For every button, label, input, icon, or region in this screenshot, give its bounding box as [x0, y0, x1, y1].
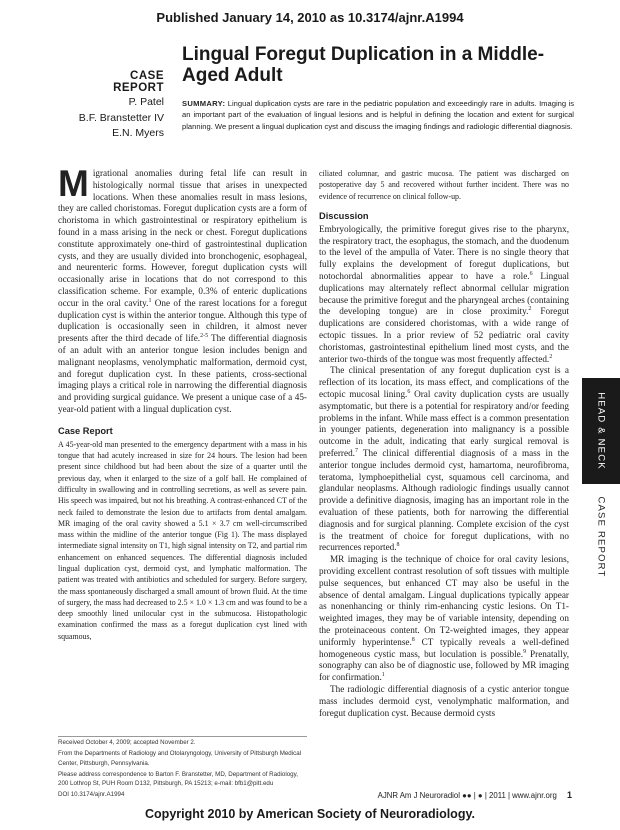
footer-separator: | — [507, 791, 510, 800]
journal-website[interactable]: www.ajnr.org — [512, 791, 557, 800]
discussion-text: Oral cavity duplication cysts are usually asymptomatic, but there is a potential for respiratory and/or feeding problems in the infant. While mass effect is a common presentation in younger patients, degeneration into malignancy is a possible outcome in the adult, indicating that early surgical removal is preferred. — [319, 389, 569, 459]
drop-cap: M — [58, 163, 89, 204]
article-title: Lingual Foregut Duplication in a Middle-Aged Adult — [182, 44, 545, 86]
section-label: CASE REPORT — [113, 70, 164, 94]
discussion-text: Prenatally, sonography can also be of diagnostic use, followed by MR imaging for confirmation. — [319, 648, 569, 683]
discussion-heading: Discussion — [319, 210, 369, 221]
discussion-text: Foregut duplications are considered choristomas, with a wide range of ectopic tissues. In a prior review of 52 pediatric oral cavity choristomas, gastrointestinal epithelium lined most cysts, and the anterior two-thirds of the tongue was most frequently affected. — [319, 306, 569, 364]
author: B.F. Branstetter IV — [78, 111, 164, 124]
summary-label: SUMMARY: — [182, 99, 226, 108]
left-column — [58, 163, 307, 642]
discussion-text: MR imaging is the technique of choice for oral cavity lesions, providing excellent contrast resolution of soft tissues with multiple pulse sequences, but enhanced CT may also be useful in the absence of dental amalgam. Lingual duplications typically appear as nonenhancing or thinly rim-enhancing cystic lesions. On T1-weighted images, they may be of variable intensity, depending on the proteinaceous content. On T2-weighted images, they appear uniformly hyperintense. — [319, 554, 569, 647]
case-report-heading: Case Report — [58, 425, 113, 436]
journal-year: 2011 — [489, 791, 506, 800]
discussion-text: CT typically reveals a well-defined homogeneous cystic mass, but loculation is possible. — [319, 636, 569, 659]
discussion-text: The clinical presentation of any foregut duplication cyst is a reflection of its location, its mass effect, and complications of the ectopic mucosal lining. — [319, 365, 569, 400]
discussion-paragraph — [319, 224, 569, 366]
correspondence-note: Please address correspondence to Barton F. Branstetter, MD, Department of Radiology, 200 Lothrop St, PUH Room D132, Pittsburgh, PA 15213; e-mail: bfb1@pitt.edu — [58, 770, 298, 788]
citation: 1 — [148, 297, 152, 304]
affiliation-note: From the Departments of Radiology and Otolaryngology, University of Pittsburgh Medical Center, Pittsburgh, Pennsylvania. — [58, 750, 302, 767]
case-report-text: A 45-year-old man presented to the emergency department with a mass in his tongue that had acutely increased in size for 24 hours. The lesion had been present since childhood but had been about the size of a quarter until the previous day, when it enlarged to the size of a golf ball. He complained of difficulty in swallowing and in controlling secretions, as well as severe pain. His speech was impaired, but not his breathing. A contrast-enhanced CT of the neck failed to demonstrate the lesion due to artifacts from dental amalgam. MR imaging of the oral cavity showed a 5.1 × 3.7 cm well-circumscribed mass within the midline of the anterior tongue (Fig 1). The mass displayed intermediate signal intensity on T1, high signal intensity on T2, and partial rim enhancement on enhanced sequences. The differential diagnosis included lingual duplication cyst, dermoid cyst, and lymphatic malformation. The patient was treated with antibiotics and scheduled for surgery. Before surgery, the mass spontaneously discharged a small amount of brown fluid. At the time of surgery, the mass had decreased to 2.5 × 1.0 × 1.3 cm and was found to be a deep smoothly lined unilocular cyst in the submucosa. Histopathologic examination confirmed the mass as a foregut duplication cyst lined with squamous, — [58, 439, 307, 641]
copyright-banner: Copyright 2010 by American Society of Neuroradiology. — [145, 807, 475, 821]
intro-text-3: The differential diagnosis of an adult with an anterior tongue lesion includes benign and malignant neoplasms, venolymphatic malformation, dermoid cyst, and foregut duplication cyst. In these patients, cross-sectional imaging plays a critical role in narrowing the differential diagnosis and providing surgical guidance. We present a unique case of a 45-year-old patient with a lingual duplication cyst. — [58, 333, 307, 414]
received-note: Received October 4, 2009; accepted November 2. — [58, 739, 196, 746]
discussion-text: Embryologically, the primitive foregut gives rise to the pharynx, the respiratory tract, the esophagus, the stomach, and the duodenum to the level of the ampulla of Vater. There is no single theory that fully explains the development of foregut duplications, but notochordal abnormalities appear to have a role. — [319, 223, 569, 282]
citation: 6 — [407, 388, 411, 395]
citation: 1 — [381, 672, 385, 679]
section-tab — [582, 378, 620, 484]
summary — [182, 98, 574, 132]
citation: 9 — [523, 648, 527, 655]
publication-banner: Published January 14, 2010 as 10.3174/ajnr.A1994 — [156, 10, 464, 25]
discussion-text: The clinical differential diagnosis of a mass in the anterior tongue includes dermoid cyst, hamartoma, neurofibroma, teratoma, lymphoepithelial cyst, squamous cell carcinoma, and glandular neoplasms. Although radiologic findings usually cannot provide a definitive diagnosis, imaging has an important role in the evaluation of these patients, both for narrowing the differential diagnosis and for surgical planning. Complete excision of the cyst is the treatment of choice for foregut duplications, with no recurrences reported. — [319, 448, 569, 553]
citation: 6 — [529, 271, 533, 278]
doi-note: DOI 10.3174/ajnr.A1994 — [58, 791, 125, 799]
intro-text-2: One of the rarest locations for a foregut duplication cyst is within the anterior tongue. Although this type of duplication is occasionally seen in children, it almost never presents after the third decade of life. — [58, 297, 307, 344]
discussion-paragraph: The radiologic differential diagnosis of a cystic anterior tongue mass includes dermoid cyst, venolymphatic malformation, and foregut duplication cyst. Because dermoid cysts — [319, 683, 569, 718]
volume-dots: ●● — [462, 791, 472, 800]
subsection-tab — [582, 492, 620, 582]
discussion-paragraph — [319, 365, 569, 554]
citation: 2 — [549, 353, 553, 360]
section-tab-label: HEAD & NECK — [595, 392, 607, 470]
intro-paragraph — [58, 163, 307, 416]
intro-text: igrational anomalies during fetal life can result in histologically normal tissue that arises in unexpected locations. When these anomalies result in mass lesions, they are called choristomas. Foregut duplication cysts are a form of choristoma in which gastrointestinal or respiratory epithelium is found in a mass arising in the neck or chest. Foregut duplications constitute approximately one-third of gastrointestinal duplication cysts, and they are usually divided into bronchogenic, esophageal, and neurenteric forms. However, foregut duplication cysts will occasionally arise in locations that do not correspond to this classification scheme. For example, 0.3% of enteric duplications occur in the oral cavity. — [58, 168, 307, 308]
author-list — [40, 95, 164, 142]
discussion-text: Lingual duplications may alternately reflect abnormal cellular migration because the primitive foregut and the pharyngeal arches (containing the developing tongue) are in close proximity. — [319, 271, 569, 317]
citation: 2-5 — [200, 333, 209, 340]
issue-dot: ● — [477, 791, 483, 800]
discussion-paragraph — [319, 554, 569, 684]
author: E.N. Myers — [112, 127, 164, 139]
subsection-tab-label: CASE REPORT — [595, 496, 607, 578]
citation: 8 — [411, 636, 415, 643]
footer-separator: | — [484, 791, 487, 800]
running-footer — [340, 790, 572, 800]
journal-name: AJNR Am J Neuroradiol — [377, 791, 460, 800]
citation: 7 — [354, 447, 358, 454]
footer-separator: | — [473, 791, 476, 800]
citation: 8 — [396, 542, 400, 549]
footnote-divider — [58, 736, 307, 737]
footnotes — [58, 738, 307, 802]
citation: 2 — [528, 306, 532, 313]
case-report-continued: ciliated columnar, and gastric mucosa. The patient was discharged on postoperative day 5 and recovered without further incident. There was no evidence of recurrence on clinical follow-up. — [319, 169, 569, 201]
summary-text: Lingual duplication cysts are rare in the pediatric population and exceedingly rare in adults. Imaging is an important part of the evaluation of lingual lesions and is helpful in defining the location and extent for surgical planning. We present a lingual duplication cyst and discuss the imaging findings and radiologic differential diagnosis. — [182, 99, 574, 131]
right-column — [319, 168, 569, 719]
page-number: 1 — [566, 790, 572, 800]
author: P. Patel — [128, 96, 164, 108]
